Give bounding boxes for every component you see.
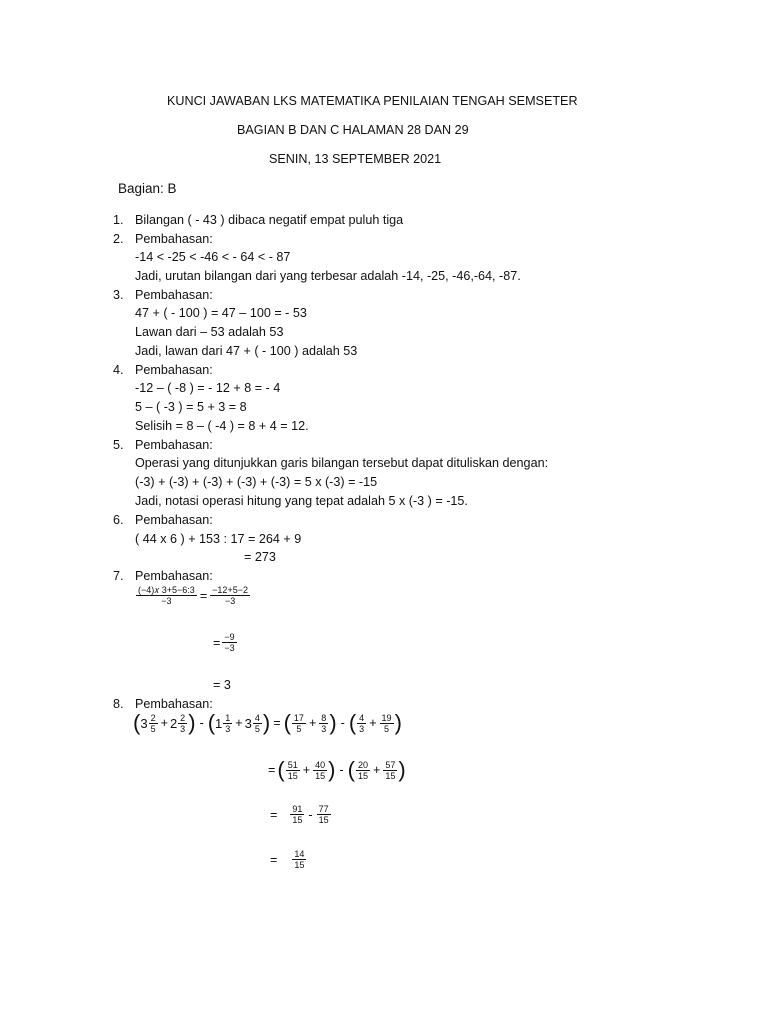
q8-step4: = $\frac{14}{15}$ — [270, 849, 305, 870]
fraction: $\frac{2}{3}$ — [180, 712, 186, 734]
item-line: Jadi, lawan dari 47 + ( - 100 ) adalah 53 — [135, 344, 358, 358]
q7-step2: = $\frac{-9}{-3}$ — [213, 632, 235, 653]
fraction: $\frac{4}{3}$ — [359, 712, 365, 734]
item-line: Jadi, notasi operasi hitung yang tepat adalah 5 x (-3 ) = -15. — [135, 494, 468, 508]
fraction: $\frac{91}{15}$ — [292, 804, 303, 825]
item-number: 4. — [113, 363, 124, 377]
item-line: Pembahasan: — [135, 569, 213, 583]
item-line: (-3) + (-3) + (-3) + (-3) + (-3) = 5 x (-3) = -15 — [135, 475, 378, 489]
fraction: $\frac{8}{3}$ — [321, 712, 327, 734]
item-line: 5 – ( -3 ) = 5 + 3 = 8 — [135, 400, 247, 414]
q7-step1: $\frac{\text{(−4)𝑥 3+5−6:3}}{-3}$ = $\frac{-12+5-2}{-3}$ — [138, 585, 248, 606]
item-line: Pembahasan: — [135, 363, 213, 377]
q7-result: = 3 — [213, 678, 231, 692]
item-line: Pembahasan: — [135, 438, 213, 452]
section-label: Bagian: B — [118, 181, 177, 196]
item-line: Lawan dari – 53 adalah 53 — [135, 325, 284, 339]
q8-step1: ( 3 $\frac{2}{5}$ + 2 $\frac{2}{3}$ ) - ( 1 $\frac{1}{3}$ + 3 $\frac{4}{5}$ ) = ( $\frac{17}{5}$ + $\frac{8}{3}$ ) - ( $\frac{4}{3}$ + $\frac{19}{5}$ ) — [133, 710, 402, 735]
item-line: Operasi yang ditunjukkan garis bilangan tersebut dapat dituliskan dengan: — [135, 456, 549, 470]
fraction: $\frac{51}{15}$ — [287, 759, 298, 781]
item-number: 8. — [113, 697, 124, 711]
item-number: 1. — [113, 213, 124, 227]
item-line: Pembahasan: — [135, 697, 213, 711]
item-number: 7. — [113, 569, 124, 583]
fraction: $\frac{17}{5}$ — [293, 712, 304, 734]
doc-subtitle: BAGIAN B DAN C HALAMAN 28 DAN 29 — [237, 123, 469, 137]
fraction: $\frac{40}{15}$ — [315, 759, 326, 781]
fraction: $\frac{14}{15}$ — [294, 849, 305, 870]
fraction: $\frac{19}{5}$ — [381, 712, 392, 734]
item-line: ( 44 x 6 ) + 153 : 17 = 264 + 9 — [135, 532, 302, 546]
fraction: $\frac{4}{5}$ — [254, 712, 260, 734]
item-line: -12 – ( -8 ) = - 12 + 8 = - 4 — [135, 381, 281, 395]
item-number: 3. — [113, 288, 124, 302]
q8-step2: = ( $\frac{51}{15}$ + $\frac{40}{15}$ ) - ( $\frac{20}{15}$ + $\frac{57}{15}$ ) — [268, 757, 406, 782]
q8-step3: = $\frac{91}{15}$ - $\frac{77}{15}$ — [270, 804, 329, 825]
item-line: 47 + ( - 100 ) = 47 – 100 = - 53 — [135, 306, 307, 320]
fraction: $\frac{\text{(−4)𝑥 3+5−6:3}}{-3}$ — [138, 585, 195, 606]
item-line: Pembahasan: — [135, 232, 213, 246]
doc-title: KUNCI JAWABAN LKS MATEMATIKA PENILAIAN TENGAH SEMSETER — [167, 94, 578, 108]
item-line: Jadi, urutan bilangan dari yang terbesar adalah -14, -25, -46,-64, -87. — [135, 269, 521, 283]
doc-date: SENIN, 13 SEPTEMBER 2021 — [269, 152, 442, 166]
item-number: 5. — [113, 438, 124, 452]
item-line: Bilangan ( - 43 ) dibaca negatif empat puluh tiga — [135, 213, 404, 227]
item-line: Selisih = 8 – ( -4 ) = 8 + 4 = 12. — [135, 419, 309, 433]
item-line: Pembahasan: — [135, 288, 213, 302]
item-number: 6. — [113, 513, 124, 527]
item-number: 2. — [113, 232, 124, 246]
item-line: -14 < -25 < -46 < - 64 < - 87 — [135, 250, 291, 264]
fraction: $\frac{77}{15}$ — [318, 804, 329, 825]
item-line: = 273 — [244, 550, 276, 564]
fraction: $\frac{-9}{-3}$ — [224, 632, 235, 653]
fraction: $\frac{1}{3}$ — [225, 712, 231, 734]
fraction: $\frac{57}{15}$ — [385, 759, 396, 781]
fraction: $\frac{-12+5-2}{-3}$ — [212, 585, 248, 606]
fraction: $\frac{2}{5}$ — [150, 712, 156, 734]
fraction: $\frac{20}{15}$ — [357, 759, 368, 781]
item-line: Pembahasan: — [135, 513, 213, 527]
